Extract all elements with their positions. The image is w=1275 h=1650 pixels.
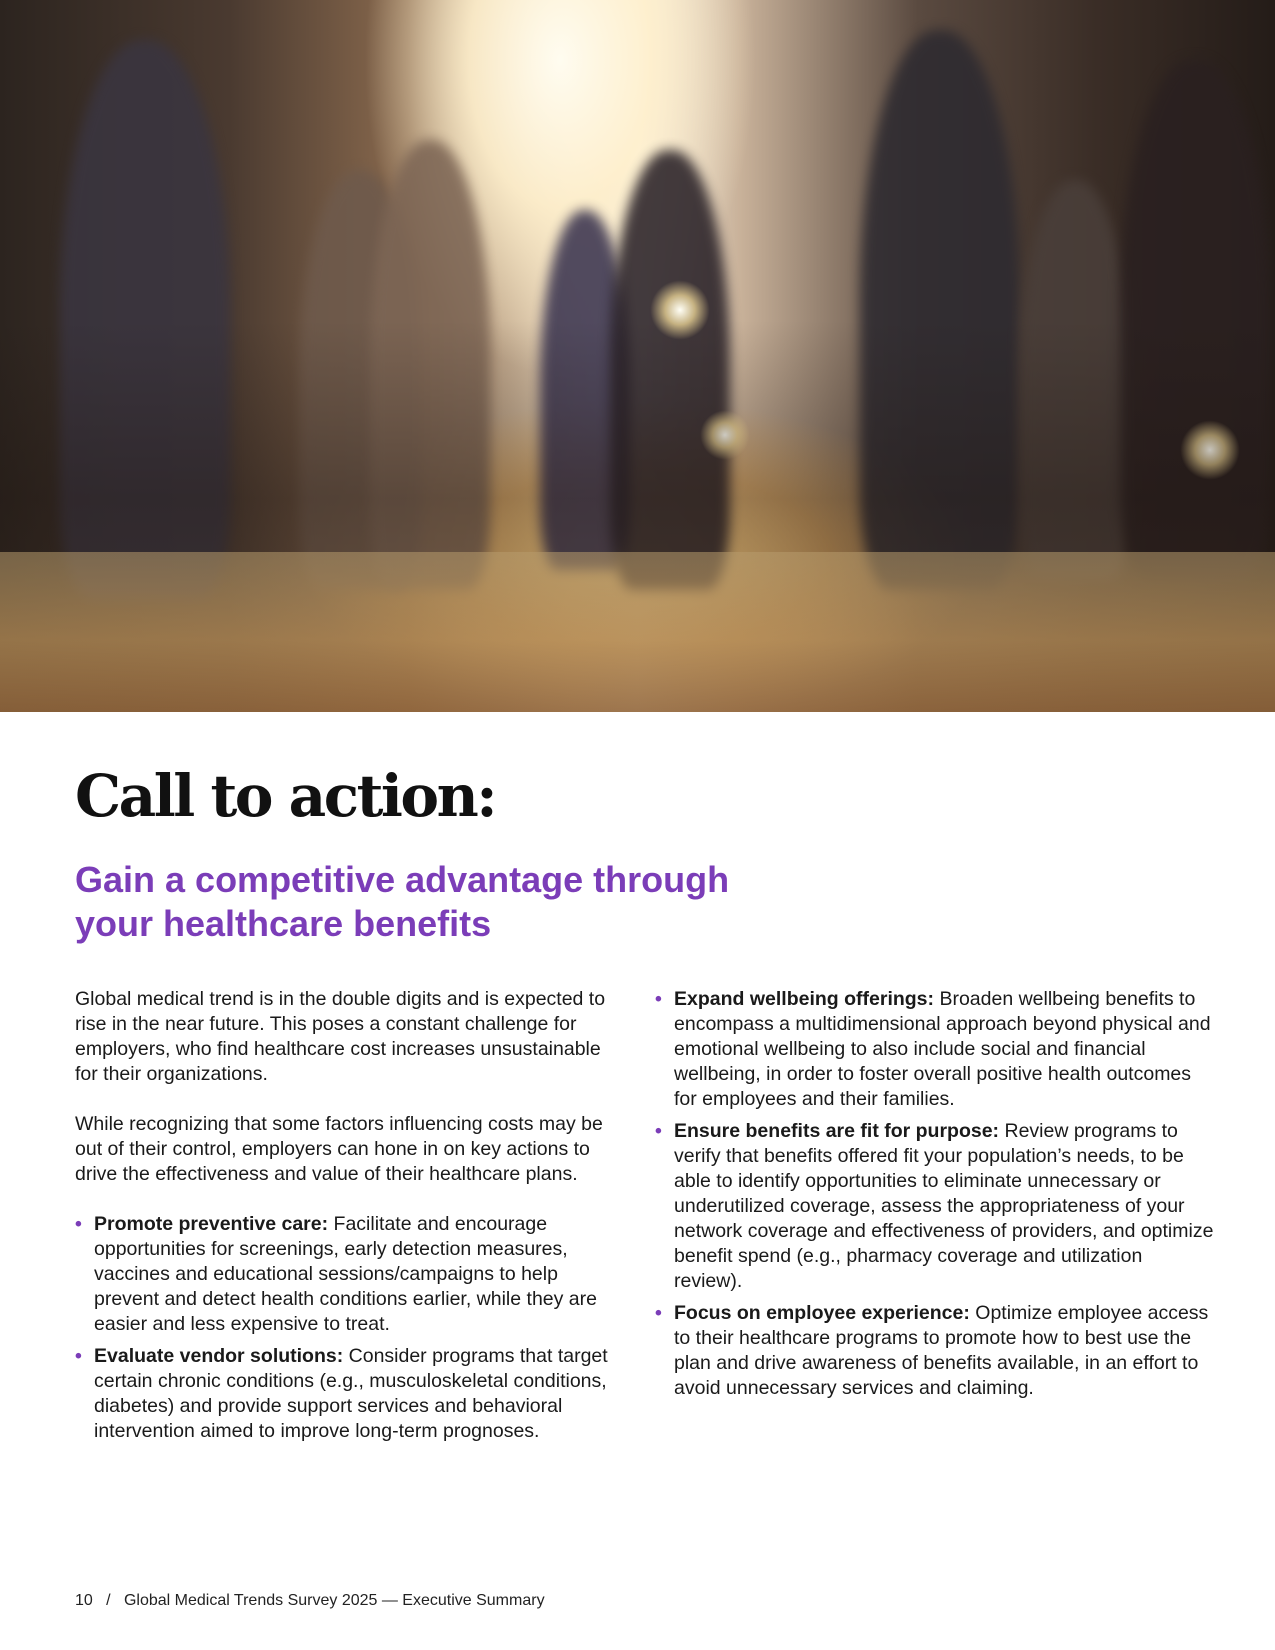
list-item-text: Optimize employee access to their healthcare programs to promote how to best use the plan and drive awareness of benefits available, in an effort to avoid unnecessary services and claiming.	[674, 1302, 1209, 1399]
page-number: 10	[75, 1592, 93, 1609]
list-item	[655, 987, 1215, 1112]
page-subtitle: Gain a competitive advantage through your healthcare benefits	[75, 859, 730, 944]
bullet-icon: •	[655, 1302, 662, 1324]
list-item-text: Consider programs that target certain chronic conditions (e.g., musculoskeletal conditions, diabetes) and provide support services and behavioral intervention aimed to improve long-term prognoses.	[94, 1345, 608, 1442]
list-item-lead: Evaluate vendor solutions:	[94, 1345, 344, 1367]
list-item-text: Review programs to verify that benefits offered fit your population’s needs, to be able to identify opportunities to eliminate unnecessary or underutilized coverage, assess the appropriateness of your network coverage and effectiveness of providers, and optimize benefit spend (e.g., pharmacy coverage and utilization review).	[674, 1120, 1214, 1292]
list-item-lead: Focus on employee experience:	[674, 1302, 970, 1324]
footer-title: Global Medical Trends Survey 2025 — Executive Summary	[123, 1592, 545, 1609]
right-column	[655, 987, 1215, 1408]
action-list-left	[75, 1212, 615, 1444]
list-item	[75, 1344, 615, 1444]
bullet-icon: •	[655, 1120, 662, 1142]
action-list-right	[655, 987, 1215, 1401]
list-item-text: Facilitate and encourage opportunities for screenings, early detection measures, vaccines and educational sessions/campaigns to help prevent and detect health conditions earlier, while they are easier and less expensive to treat.	[94, 1213, 597, 1335]
intro-paragraph: Global medical trend is in the double digits and is expected to rise in the near future. This poses a constant challenge for employers, who find healthcare cost increases unsustainable for their organizations.	[75, 988, 606, 1085]
intro-paragraph: While recognizing that some factors influencing costs may be out of their control, employers can hone in on key actions to drive the effectiveness and value of their healthcare plans.	[75, 1113, 603, 1185]
hero-shade	[0, 0, 1275, 712]
list-item-lead: Ensure benefits are fit for purpose:	[674, 1120, 1000, 1142]
list-item-text: Broaden wellbeing benefits to encompass a multidimensional approach beyond physical and emotional wellbeing to also include social and financial wellbeing, in order to foster overall positive health outcomes for employees and their families.	[674, 988, 1211, 1110]
page-footer	[75, 1592, 545, 1610]
bullet-icon: •	[75, 1345, 82, 1367]
list-item	[655, 1119, 1215, 1294]
list-item	[655, 1301, 1215, 1401]
left-column	[75, 987, 615, 1451]
list-item-lead: Expand wellbeing offerings:	[674, 988, 935, 1010]
bullet-icon: •	[655, 988, 662, 1010]
page-title: Call to action:	[75, 762, 496, 830]
hero-photo	[0, 0, 1275, 712]
list-item	[75, 1212, 615, 1337]
bullet-icon: •	[75, 1213, 82, 1235]
list-item-lead: Promote preventive care:	[94, 1213, 329, 1235]
footer-separator: /	[106, 1592, 111, 1609]
